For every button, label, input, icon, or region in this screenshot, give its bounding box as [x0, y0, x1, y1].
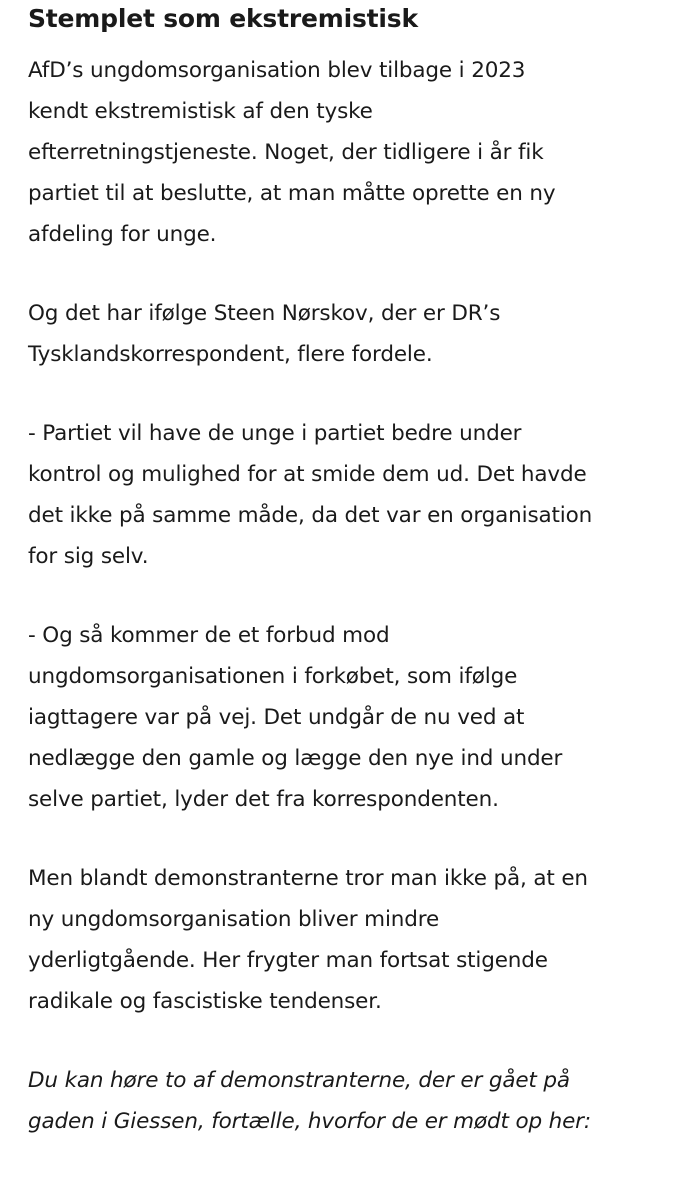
- text-line: gaden i Giessen, fortælle, hvorfor de er mødt op her:: [28, 1109, 591, 1134]
- text-line: iagttagere var på vej. Det undgår de nu ved at: [28, 705, 525, 730]
- text-line: kontrol og mulighed for at smide dem ud. Det havde: [28, 462, 587, 487]
- paragraph-extremist-label: [28, 50, 648, 255]
- text-line: kendt ekstremistisk af den tyske: [28, 99, 373, 124]
- text-line: partiet til at beslutte, at man måtte oprette en ny: [28, 181, 556, 206]
- text-line: - Partiet vil have de unge i partiet bedre under: [28, 421, 522, 446]
- paragraph-quote-ban: [28, 615, 648, 820]
- text-line: yderligtgående. Her frygter man fortsat stigende: [28, 948, 548, 973]
- text-line: ungdomsorganisationen i forkøbet, som ifølge: [28, 664, 518, 689]
- section-heading: Stemplet som ekstremistisk: [28, 4, 418, 33]
- paragraph-quote-control: [28, 413, 648, 577]
- text-line: - Og så kommer de et forbud mod: [28, 623, 390, 648]
- paragraph-correspondent-intro: [28, 293, 648, 375]
- text-line: Og det har ifølge Steen Nørskov, der er DR’s: [28, 301, 501, 326]
- text-line: radikale og fascistiske tendenser.: [28, 989, 382, 1014]
- text-line: AfD’s ungdomsorganisation blev tilbage i 2023: [28, 58, 526, 83]
- text-line: Du kan høre to af demonstranterne, der er gået på: [28, 1068, 570, 1093]
- text-line: for sig selv.: [28, 544, 149, 569]
- paragraph-italic-caption: [28, 1060, 648, 1142]
- text-line: selve partiet, lyder det fra korrespondenten.: [28, 787, 499, 812]
- text-line: Tysklandskorrespondent, flere fordele.: [28, 342, 433, 367]
- text-line: afdeling for unge.: [28, 222, 217, 247]
- text-line: Men blandt demonstranterne tror man ikke på, at en: [28, 866, 588, 891]
- text-line: det ikke på samme måde, da det var en organisation: [28, 503, 593, 528]
- text-line: efterretningstjeneste. Noget, der tidligere i år fik: [28, 140, 544, 165]
- text-line: ny ungdomsorganisation bliver mindre: [28, 907, 440, 932]
- text-line: nedlægge den gamle og lægge den nye ind under: [28, 746, 563, 771]
- paragraph-demonstrators: [28, 858, 648, 1022]
